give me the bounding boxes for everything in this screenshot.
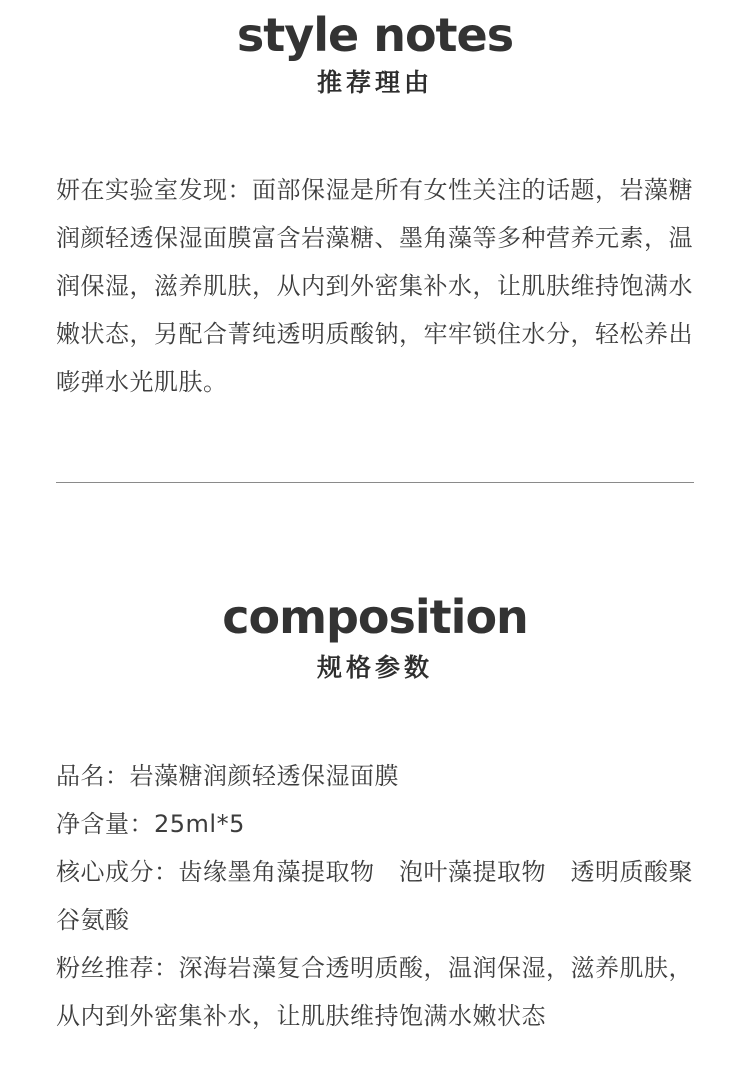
spec-list: [56, 752, 696, 1040]
style-notes-body: 妍在实验室发现：面部保湿是所有女性关注的话题，岩藻糖润颜轻透保湿面膜富含岩藻糖、墨角藻等多种营养元素，温润保湿，滋养肌肤，从内到外密集补水，让肌肤维持饱满水嫩状态，另配合菁纯透明质酸钠，牢牢锁住水分，轻松养出嘭弹水光肌肤。: [56, 176, 693, 396]
style-notes-subtitle: 推荐理由: [316, 68, 433, 97]
spec-item-product-name: 品名：岩藻糖润颜轻透保湿面膜: [56, 762, 399, 790]
style-notes-title: style notes: [236, 8, 514, 62]
section-divider: [56, 482, 694, 483]
spec-item-net-content: 净含量：25ml*5: [56, 810, 245, 838]
spec-item-core-ingredients: 核心成分：齿缘墨角藻提取物 泡叶藻提取物 透明质酸聚谷氨酸: [56, 858, 693, 934]
spec-item-recommendation: 粉丝推荐：深海岩藻复合透明质酸，温润保湿，滋养肌肤，从内到外密集补水，让肌肤维持饱满水嫩状态: [56, 954, 693, 1030]
composition-subtitle: 规格参数: [316, 653, 433, 682]
composition-title: composition: [222, 590, 528, 644]
